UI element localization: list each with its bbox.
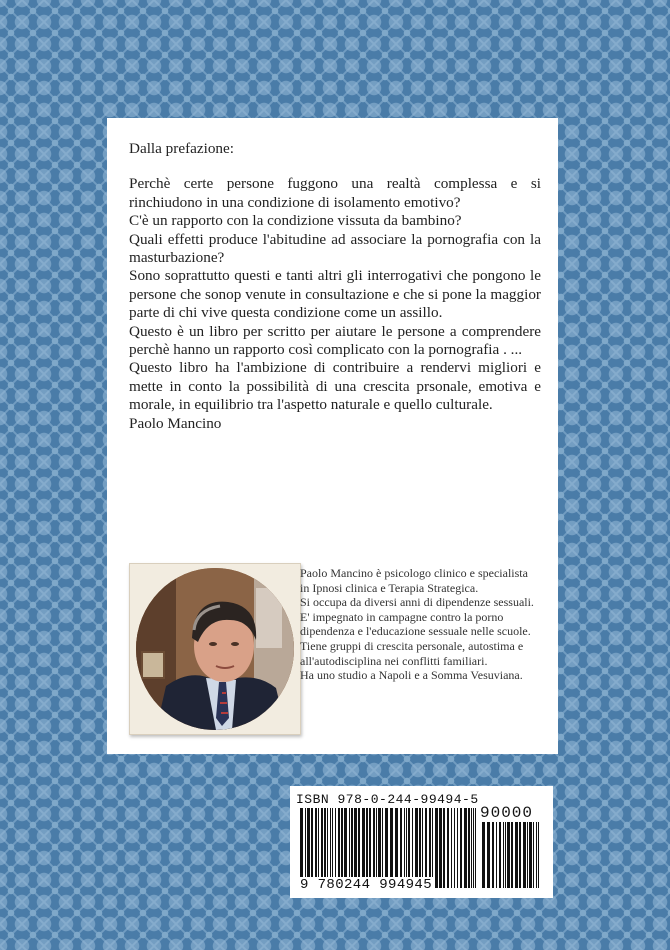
bio-line: E' impegnato in campagne contro la porno dipendenza e l'educazione sessuale nelle scuole. Tiene gruppi di crescita personale, autostima e all'autodisciplina nei conflitti familiari.	[300, 609, 531, 668]
barcode-addon-code: 90000	[480, 804, 534, 822]
preface-paragraph: Perchè certe persone fuggono una realtà complessa e si rinchiudono in una condizione di isolamento emotivo?	[129, 175, 541, 211]
barcode-digits: 9 780244 994945	[300, 877, 433, 893]
bio-line: Ha uno studio a Napoli e a Somma Vesuviana.	[300, 668, 523, 683]
preface-section	[129, 140, 541, 433]
author-photo	[136, 568, 294, 730]
preface-paragraph: Quali effetti produce l'abitudine ad associare la pornografia con la masturbazione?	[129, 230, 541, 267]
isbn-label: ISBN 978-0-244-99494-5	[296, 792, 479, 807]
isbn-barcode	[290, 786, 553, 898]
bio-line: Si occupa da diversi anni di dipendenze sessuali.	[300, 595, 534, 610]
barcode-bars	[300, 808, 480, 888]
barcode-addon-bars	[482, 822, 544, 888]
bio-line: Paolo Mancino è psicologo clinico e specialista in Ipnosi clinica e Terapia Strategica.	[300, 566, 528, 595]
preface-paragraph: Questo è un libro per scritto per aiutare le persone a comprendere perchè hanno un rapporto così complicato con la pornografia . ...	[129, 322, 541, 359]
author-photo-frame	[129, 563, 301, 735]
preface-heading: Dalla prefazione:	[129, 140, 234, 157]
preface-paragraph: Sono soprattutto questi e tanti altri gli interrogativi che pongono le persone che sonop venute in consultazione e che si pone la maggior parte di chi vive questa condizione come un assillo.	[129, 267, 541, 322]
author-bio	[300, 566, 536, 683]
preface-signature: Paolo Mancino	[129, 414, 222, 432]
preface-paragraph: C'è un rapporto con la condizione vissuta da bambino?	[129, 212, 462, 230]
preface-paragraph: Questo libro ha l'ambizione di contribuire a rendervi migliori e mette in conto la possibilità di una crescita prsonale, emotiva e morale, in equilibrio tra l'aspetto naturale e quello culturale.	[129, 359, 541, 414]
content-panel	[107, 118, 558, 754]
author-portrait-image	[136, 568, 294, 730]
